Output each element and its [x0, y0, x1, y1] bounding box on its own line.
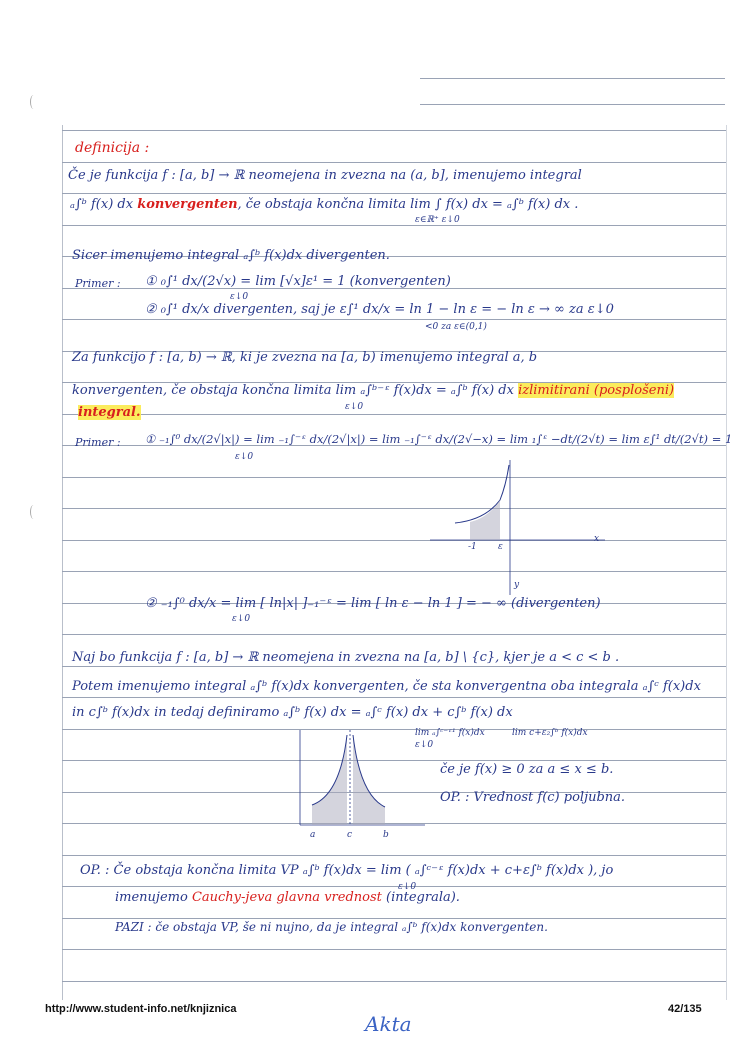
ruled-line: [62, 855, 726, 856]
definition-heading: definicija :: [75, 140, 150, 156]
graph-1-label-minus-one: -1: [468, 542, 477, 552]
op-note-2: OP. : Če obstaja končna limita VP ₐ∫ᵇ f(x)dx = lim ( ₐ∫ᶜ⁻ᵋ f(x)dx + c+ε∫ᵇ f(x)dx ), jo: [80, 863, 614, 878]
sicer-line: Sicer imenujemo integral ₐ∫ᵇ f(x)dx divergenten.: [72, 248, 390, 263]
graph-1-label-x: x: [594, 534, 600, 544]
naj-line-2: Potem imenujemo integral ₐ∫ᵇ f(x)dx konvergenten, če sta konvergentna oba integrala ₐ∫ᶜ f(x)dx: [72, 679, 701, 694]
condition-line: če je f(x) ≥ 0 za a ≤ x ≤ b.: [440, 762, 614, 777]
ruled-line: [62, 130, 726, 131]
graph-2-label-b: b: [383, 830, 389, 840]
ruled-line: [62, 918, 726, 919]
ruled-line: [420, 78, 725, 79]
za-text: konvergenten, če obstaja končna limita lim ₐ∫ᵇ⁻ᵋ f(x)dx = ₐ∫ᵇ f(x) dx: [72, 383, 514, 398]
ruled-line: [420, 104, 725, 105]
ruled-line: [62, 508, 726, 509]
ruled-line: [62, 697, 726, 698]
za-line-2: [72, 383, 674, 398]
ruled-line: [62, 949, 726, 950]
example-2b-subscript: ε↓0: [232, 614, 251, 624]
page-number: 42/135: [668, 1003, 702, 1015]
op-text: imenujemo: [115, 890, 188, 905]
ruled-line: [62, 319, 726, 320]
op-note-2-line-2: [115, 890, 460, 905]
punch-hole: [30, 505, 37, 519]
op-note-1: OP. : Vrednost f(c) poljubna.: [440, 790, 626, 805]
graph-2: [290, 725, 430, 845]
highlight-term: izlimitirani (posplošeni): [518, 383, 675, 398]
op-text-end: (integrala).: [386, 890, 460, 905]
definition-line-2: [70, 197, 578, 212]
ruled-line: [62, 886, 726, 887]
ruled-line: [62, 666, 726, 667]
ruled-line: [62, 477, 726, 478]
naj-limit-2: lim c+ε₂∫ᵇ f(x)dx: [512, 728, 588, 738]
example-1: ① ₀∫¹ dx/(2√x) = lim [√x]ε¹ = 1 (konvergenten): [145, 274, 451, 289]
graph-2-label-a: a: [310, 830, 316, 840]
naj-limit-1: lim ₐ∫ᶜ⁻ᵋ¹ f(x)dx: [415, 728, 485, 738]
ruled-line: [62, 414, 726, 415]
ruled-line: [62, 981, 726, 982]
ruled-line: [62, 225, 726, 226]
ruled-line: [62, 162, 726, 163]
integral: ₐ∫ᵇ f(x) dx: [70, 197, 134, 212]
example-2b: ② ₋₁∫⁰ dx/x = lim [ ln|x| ]₋₁⁻ᵋ = lim [ ln ε − ln 1 ] = − ∞ (divergenten): [145, 596, 601, 611]
example-2-subscript: <0 za ε∈(0,1): [425, 322, 487, 332]
example-2: ② ₀∫¹ dx/x divergenten, saj je ε∫¹ dx/x = ln 1 − ln ε = − ln ε → ∞ za ε↓0: [145, 302, 614, 317]
limit-subscript: ε∈ℝ⁺ ε↓0: [415, 215, 460, 225]
ruled-line: [62, 540, 726, 541]
footer-url[interactable]: http://www.student-info.net/knjiznica: [45, 1003, 237, 1015]
punch-hole: [30, 95, 37, 109]
graph-1-label-eps: ε: [498, 542, 503, 552]
graph-2-label-c: c: [347, 830, 353, 840]
term-konvergenten: konvergenten: [137, 197, 238, 212]
za-line-1: Za funkcijo f : [a, b) → ℝ, ki je zvezna na [a, b) imenujemo integral a, b: [72, 350, 538, 365]
naj-line-1: Naj bo funkcija f : [a, b] → ℝ neomejena in zvezna na [a, b] \ {c}, kjer je a < c < b .: [72, 650, 620, 665]
op-note-2-subscript: ε↓0: [398, 882, 417, 892]
term-cauchy-principal-value: Cauchy-jeva glavna vrednost: [191, 890, 382, 905]
example-1-subscript: ε↓0: [230, 292, 249, 302]
definition-line-1: Če je funkcija f : [a, b] → ℝ neomejena in zvezna na (a, b], imenujemo integral: [68, 168, 582, 183]
ruled-line: [62, 571, 726, 572]
pazi-note: PAZI : če obstaja VP, še ni nujno, da je integral ₐ∫ᵇ f(x)dx konvergenten.: [115, 920, 548, 934]
akta-logo: Akta: [365, 1012, 412, 1036]
graph-1-label-y: y: [514, 580, 520, 590]
ruled-line: [62, 193, 726, 194]
ruled-line: [62, 634, 726, 635]
naj-line-3: in c∫ᵇ f(x)dx in tedaj definiramo ₐ∫ᵇ f(x) dx = ₐ∫ᶜ f(x) dx + c∫ᵇ f(x) dx: [72, 705, 513, 720]
graph-1: [420, 460, 620, 600]
highlight-integral: integral.: [78, 405, 141, 420]
primer-2-subscript: ε↓0: [235, 452, 254, 462]
limit-text: , če obstaja končna limita lim ∫ f(x) dx = ₐ∫ᵇ f(x) dx .: [237, 197, 579, 212]
primer-2-example-1: ① ₋₁∫⁰ dx/(2√|x|) = lim ₋₁∫⁻ᵋ dx/(2√|x|) = lim ₋₁∫⁻ᵋ dx/(2√−x) = lim ₁∫ᵋ −dt/(2√t) = lim ε∫¹ dt/(2√t) = 1: [145, 432, 733, 446]
primer-label-2: Primer :: [75, 436, 121, 449]
za-subscript: ε↓0: [345, 402, 364, 412]
naj-limit-subscript: ε↓0: [415, 740, 434, 750]
primer-label: Primer :: [75, 277, 121, 290]
